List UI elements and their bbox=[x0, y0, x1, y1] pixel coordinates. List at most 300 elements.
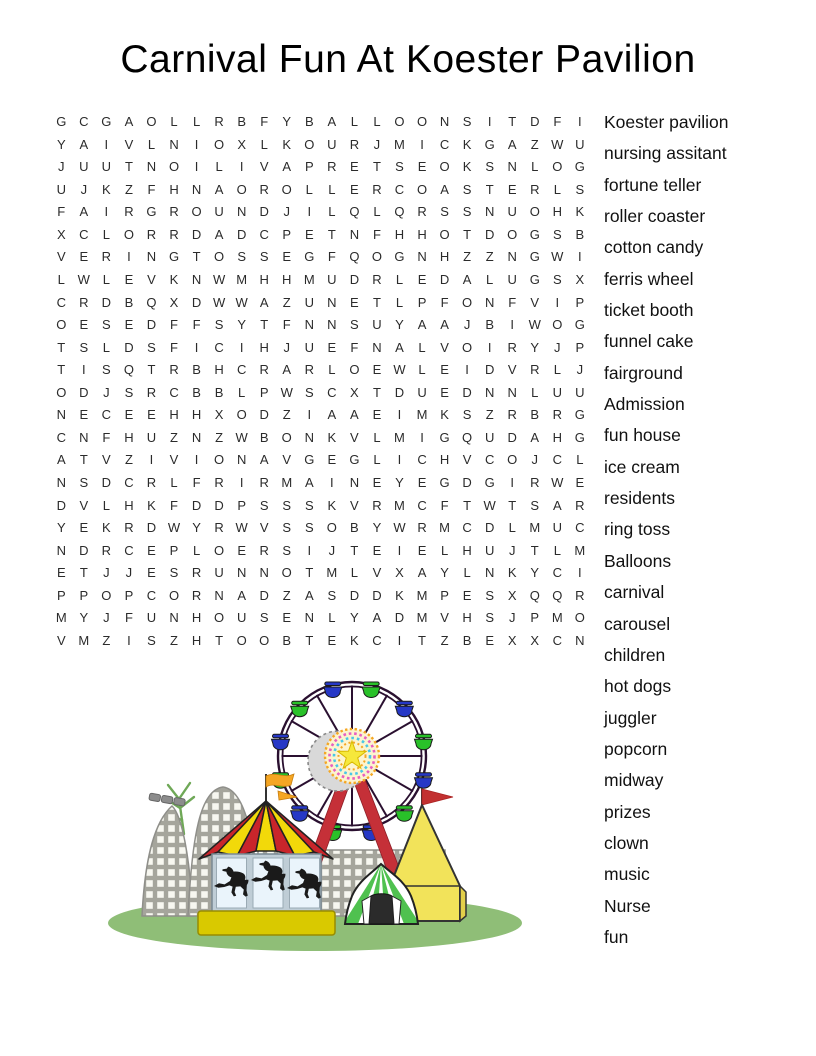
grid-letter: I bbox=[397, 452, 402, 468]
grid-row bbox=[50, 495, 591, 518]
grid-letter: N bbox=[507, 159, 517, 175]
grid-letter: D bbox=[484, 226, 495, 242]
grid-letter: L bbox=[418, 362, 426, 378]
grid-letter: G bbox=[304, 452, 315, 468]
grid-letter: Y bbox=[56, 520, 66, 536]
grid-letter: L bbox=[170, 114, 178, 129]
grid-letter: E bbox=[372, 475, 382, 490]
grid-letter: L bbox=[553, 362, 561, 378]
grid-letter: U bbox=[304, 339, 314, 355]
grid-letter: N bbox=[507, 384, 517, 400]
grid-letter: A bbox=[417, 565, 427, 581]
grid-letter: G bbox=[439, 475, 450, 490]
grid-letter: O bbox=[214, 542, 225, 558]
grid-letter: C bbox=[259, 226, 269, 242]
grid-letter: R bbox=[169, 204, 179, 220]
grid-letter: D bbox=[79, 384, 89, 400]
grid-letter: N bbox=[214, 587, 224, 603]
grid-letter: R bbox=[191, 565, 202, 581]
grid-letter: T bbox=[327, 226, 336, 242]
word-list-item: ferris wheel bbox=[604, 268, 694, 289]
grid-letter: I bbox=[510, 317, 515, 333]
grid-letter: L bbox=[508, 520, 516, 536]
grid-letter: D bbox=[146, 520, 157, 536]
grid-letter: G bbox=[529, 226, 540, 242]
grid-letter: E bbox=[147, 565, 156, 581]
grid-letter: K bbox=[169, 271, 179, 287]
grid-letter: Q bbox=[394, 204, 405, 220]
grid-letter: O bbox=[349, 362, 360, 378]
grid-letter: R bbox=[304, 362, 314, 378]
grid-letter: I bbox=[194, 339, 199, 355]
grid-row bbox=[50, 449, 591, 472]
grid-letter: U bbox=[236, 610, 247, 626]
grid-letter: R bbox=[349, 136, 360, 152]
grid-letter: Y bbox=[56, 136, 66, 152]
grid-letter: Y bbox=[237, 317, 246, 333]
grid-letter: S bbox=[259, 610, 269, 626]
grid-letter: E bbox=[440, 384, 449, 400]
grid-letter: L bbox=[57, 271, 65, 287]
grid-letter: H bbox=[417, 226, 427, 242]
grid-letter: X bbox=[237, 136, 246, 152]
grid-letter: F bbox=[508, 294, 517, 310]
grid-letter: R bbox=[327, 159, 337, 175]
grid-letter: S bbox=[575, 181, 585, 197]
grid-letter: F bbox=[102, 429, 111, 445]
grid-letter: I bbox=[397, 407, 402, 423]
grid-letter: A bbox=[350, 407, 359, 423]
grid-letter: A bbox=[282, 362, 292, 378]
grid-row bbox=[50, 607, 591, 630]
grid-letter: E bbox=[485, 632, 494, 648]
grid-letter: Z bbox=[102, 632, 111, 648]
grid-row bbox=[50, 562, 591, 585]
grid-letter: I bbox=[194, 159, 199, 175]
grid-letter: T bbox=[530, 542, 539, 558]
grid-letter: D bbox=[349, 271, 360, 287]
grid-letter: E bbox=[350, 159, 359, 175]
grid-letter: Y bbox=[350, 610, 359, 626]
grid-letter: D bbox=[530, 114, 540, 129]
grid-letter: M bbox=[326, 565, 338, 581]
grid-letter: O bbox=[214, 136, 225, 152]
grid-letter: W bbox=[235, 429, 248, 445]
grid-letter: I bbox=[330, 475, 334, 490]
grid-letter: P bbox=[79, 587, 89, 603]
grid-letter: H bbox=[552, 204, 562, 220]
grid-letter: R bbox=[530, 181, 540, 197]
grid-letter: L bbox=[170, 475, 178, 490]
grid-letter: R bbox=[507, 407, 517, 423]
grid-letter: L bbox=[531, 384, 539, 400]
grid-letter: N bbox=[146, 159, 157, 175]
grid-letter: O bbox=[214, 610, 225, 626]
grid-letter: L bbox=[373, 204, 381, 220]
grid-letter: U bbox=[372, 317, 382, 333]
grid-letter: M bbox=[529, 520, 541, 536]
grid-letter: L bbox=[102, 226, 110, 242]
grid-letter: P bbox=[282, 226, 292, 242]
grid-letter: S bbox=[485, 610, 494, 626]
grid-letter: N bbox=[439, 114, 450, 129]
grid-letter: I bbox=[307, 407, 312, 423]
grid-letter: N bbox=[349, 226, 360, 242]
grid-letter: O bbox=[507, 452, 518, 468]
grid-letter: L bbox=[440, 542, 449, 558]
grid-letter: S bbox=[552, 271, 562, 287]
grid-letter: P bbox=[169, 542, 179, 558]
grid-letter: I bbox=[127, 632, 131, 648]
grid-row bbox=[50, 427, 591, 450]
grid-letter: F bbox=[372, 226, 381, 242]
grid-letter: M bbox=[303, 271, 315, 287]
grid-letter: A bbox=[79, 204, 89, 220]
word-list-item: funnel cake bbox=[604, 331, 694, 352]
grid-letter: O bbox=[236, 632, 247, 648]
grid-letter: C bbox=[146, 587, 157, 603]
grid-letter: Z bbox=[282, 294, 291, 310]
word-list-item: fun house bbox=[604, 425, 681, 446]
grid-letter: J bbox=[328, 542, 336, 558]
grid-letter: C bbox=[124, 542, 134, 558]
grid-letter: S bbox=[440, 204, 449, 220]
grid-letter: F bbox=[192, 317, 201, 333]
grid-letter: R bbox=[259, 362, 269, 378]
grid-letter: W bbox=[483, 497, 496, 513]
grid-letter: S bbox=[327, 587, 337, 603]
grid-letter: G bbox=[168, 249, 180, 265]
grid-letter: S bbox=[304, 520, 314, 536]
grid-letter: M bbox=[551, 610, 563, 626]
grid-letter: V bbox=[259, 159, 269, 175]
grid-letter: V bbox=[56, 632, 66, 648]
tent-flag-icon bbox=[422, 789, 453, 805]
word-list bbox=[604, 107, 729, 953]
grid-letter: G bbox=[574, 317, 585, 333]
grid-letter: O bbox=[574, 610, 585, 626]
grid-letter: W bbox=[77, 271, 90, 287]
grid-letter: B bbox=[192, 362, 201, 378]
grid-letter: M bbox=[236, 271, 248, 287]
grid-letter: N bbox=[236, 452, 247, 468]
grid-letter: D bbox=[439, 271, 450, 287]
grid-letter: T bbox=[192, 249, 201, 265]
grid-letter: L bbox=[373, 429, 381, 445]
grid-letter: F bbox=[282, 317, 291, 333]
gondola-icon bbox=[415, 773, 433, 789]
grid-letter: H bbox=[462, 542, 472, 558]
tent-door bbox=[369, 894, 394, 924]
grid-letter: A bbox=[417, 317, 427, 333]
grid-letter: S bbox=[350, 317, 359, 333]
grid-letter: J bbox=[531, 452, 538, 468]
word-list-item: cotton candy bbox=[604, 237, 704, 258]
grid-letter: D bbox=[462, 475, 472, 490]
grid-letter: L bbox=[553, 542, 561, 558]
page-title: Carnival Fun At Koester Pavilion bbox=[120, 38, 696, 81]
grid-letter: F bbox=[260, 114, 269, 129]
grid-letter: C bbox=[394, 181, 405, 197]
word-list-item: Nurse bbox=[604, 895, 651, 916]
grid-letter: T bbox=[260, 317, 269, 333]
grid-row bbox=[50, 269, 591, 292]
grid-letter: Q bbox=[123, 362, 134, 378]
grid-letter: N bbox=[146, 249, 157, 265]
grid-letter: U bbox=[214, 565, 224, 581]
grid-letter: D bbox=[484, 362, 495, 378]
grid-letter: G bbox=[529, 249, 540, 265]
grid-letter: O bbox=[462, 339, 473, 355]
grid-letter: W bbox=[551, 249, 564, 265]
grid-letter: L bbox=[531, 159, 539, 175]
grid-letter: C bbox=[417, 497, 427, 513]
grid-letter: K bbox=[575, 204, 585, 220]
grid-letter: W bbox=[528, 317, 541, 333]
grid-letter: V bbox=[79, 497, 89, 513]
grid-letter: O bbox=[371, 249, 382, 265]
word-list-item: ice cream bbox=[604, 456, 680, 477]
grid-letter: O bbox=[101, 587, 112, 603]
grid-row bbox=[50, 404, 591, 427]
grid-letter: T bbox=[418, 632, 426, 648]
grid-letter: N bbox=[169, 136, 179, 152]
grid-letter: C bbox=[79, 226, 89, 242]
grid-letter: E bbox=[372, 362, 382, 378]
grid-letter: R bbox=[101, 249, 112, 265]
grid-letter: L bbox=[238, 384, 246, 400]
grid-letter: E bbox=[372, 407, 382, 423]
grid-letter: Z bbox=[282, 407, 291, 423]
grid-letter: B bbox=[485, 317, 494, 333]
grid-letter: I bbox=[104, 136, 109, 152]
grid-letter: Z bbox=[282, 587, 291, 603]
grid-letter: V bbox=[147, 271, 156, 287]
grid-letter: E bbox=[282, 249, 292, 265]
grid-letter: E bbox=[79, 317, 89, 333]
grid-letter: Z bbox=[440, 632, 449, 648]
grid-letter: F bbox=[440, 497, 449, 513]
grid-letter: U bbox=[101, 159, 112, 175]
grid-letter: G bbox=[146, 204, 157, 220]
grid-letter: L bbox=[350, 114, 358, 129]
grid-letter: R bbox=[124, 520, 134, 536]
grid-letter: V bbox=[507, 362, 517, 378]
grid-letter: J bbox=[103, 384, 110, 400]
grid-letter: E bbox=[147, 407, 156, 423]
grid-letter: Z bbox=[170, 632, 178, 648]
grid-letter: J bbox=[508, 610, 516, 626]
grid-letter: D bbox=[191, 226, 202, 242]
grid-letter: U bbox=[417, 384, 427, 400]
grid-letter: I bbox=[420, 136, 424, 152]
grid-letter: L bbox=[192, 542, 201, 558]
grid-letter: T bbox=[57, 339, 66, 355]
grid-letter: U bbox=[327, 271, 337, 287]
grid-letter: L bbox=[328, 362, 336, 378]
grid-letter: J bbox=[125, 565, 133, 581]
grid-letter: T bbox=[350, 542, 359, 558]
grid-letter: M bbox=[416, 610, 428, 626]
grid-letter: X bbox=[575, 271, 585, 287]
grid-letter: C bbox=[417, 452, 427, 468]
grid-letter: S bbox=[282, 497, 292, 513]
grid-letter: C bbox=[169, 384, 179, 400]
grid-letter: M bbox=[394, 136, 405, 152]
grid-letter: E bbox=[237, 542, 246, 558]
grid-letter: J bbox=[554, 339, 561, 355]
grid-letter: N bbox=[484, 294, 495, 310]
word-list-item: hot dogs bbox=[604, 676, 672, 697]
grid-row bbox=[50, 314, 591, 337]
grid-letter: I bbox=[194, 452, 199, 468]
grid-letter: R bbox=[259, 475, 269, 490]
grid-letter: X bbox=[56, 226, 66, 242]
grid-letter: T bbox=[463, 497, 472, 513]
grid-letter: M bbox=[439, 520, 450, 536]
grid-letter: L bbox=[373, 114, 381, 129]
grid-letter: T bbox=[57, 362, 66, 378]
word-list-item: midway bbox=[604, 770, 664, 791]
grid-letter: C bbox=[552, 565, 562, 581]
grid-letter: V bbox=[124, 136, 134, 152]
grid-letter: O bbox=[214, 249, 225, 265]
grid-letter: U bbox=[304, 294, 314, 310]
grid-letter: H bbox=[259, 339, 269, 355]
grid-letter: T bbox=[372, 294, 381, 310]
grid-letter: J bbox=[463, 317, 471, 333]
grid-letter: Z bbox=[485, 249, 494, 265]
word-list-item: popcorn bbox=[604, 738, 668, 759]
grid-letter: L bbox=[576, 452, 584, 468]
grid-letter: G bbox=[56, 114, 67, 129]
grid-letter: Z bbox=[124, 181, 133, 197]
grid-letter: O bbox=[168, 587, 180, 603]
grid-letter: F bbox=[147, 181, 156, 197]
grid-letter: B bbox=[192, 384, 201, 400]
grid-letter: M bbox=[55, 610, 67, 626]
grid-letter: T bbox=[508, 497, 517, 513]
grid-row bbox=[50, 111, 591, 134]
grid-letter: B bbox=[259, 429, 269, 445]
grid-letter: N bbox=[56, 542, 66, 558]
grid-letter: S bbox=[304, 497, 314, 513]
grid-letter: O bbox=[529, 204, 540, 220]
grid-letter: O bbox=[236, 181, 247, 197]
grid-letter: C bbox=[484, 452, 495, 468]
grid-letter: U bbox=[327, 136, 337, 152]
grid-letter: D bbox=[259, 204, 269, 220]
grid-letter: R bbox=[146, 384, 157, 400]
grid-row bbox=[50, 359, 591, 382]
grid-letter: A bbox=[79, 136, 89, 152]
grid-letter: R bbox=[372, 497, 382, 513]
grid-letter: H bbox=[282, 271, 292, 287]
grid-letter: C bbox=[56, 429, 66, 445]
grid-letter: C bbox=[327, 384, 337, 400]
grid-letter: F bbox=[170, 339, 178, 355]
grid-letter: A bbox=[372, 610, 382, 626]
grid-letter: I bbox=[149, 452, 154, 468]
grid-letter: Z bbox=[215, 429, 224, 445]
grid-letter: O bbox=[146, 114, 157, 129]
grid-letter: D bbox=[259, 407, 269, 423]
grid-letter: R bbox=[530, 475, 540, 490]
grid-letter: E bbox=[304, 226, 314, 242]
grid-letter: X bbox=[530, 632, 540, 648]
grid-letter: N bbox=[191, 181, 202, 197]
grid-letter: I bbox=[239, 339, 244, 355]
grid-letter: F bbox=[440, 294, 449, 310]
grid-letter: T bbox=[79, 452, 88, 468]
grid-letter: R bbox=[214, 114, 224, 129]
grid-row bbox=[50, 585, 591, 608]
grid-letter: M bbox=[394, 497, 405, 513]
grid-letter: N bbox=[349, 475, 360, 490]
grid-letter: B bbox=[462, 632, 472, 648]
grid-letter: T bbox=[305, 565, 314, 581]
grid-row bbox=[50, 224, 591, 247]
grid-letter: E bbox=[350, 181, 359, 197]
grid-letter: N bbox=[169, 610, 179, 626]
grid-letter: F bbox=[124, 610, 133, 626]
grid-letter: S bbox=[485, 159, 494, 175]
grid-letter: S bbox=[485, 587, 494, 603]
grid-letter: B bbox=[575, 226, 585, 242]
grid-letter: K bbox=[102, 181, 111, 197]
grid-letter: Y bbox=[372, 520, 382, 536]
grid-letter: N bbox=[56, 407, 66, 423]
grid-letter: Q bbox=[462, 429, 473, 445]
grid-letter: A bbox=[552, 497, 562, 513]
grid-letter: L bbox=[328, 204, 336, 220]
grid-letter: J bbox=[576, 362, 584, 378]
grid-letter: O bbox=[462, 294, 473, 310]
grid-letter: K bbox=[395, 587, 404, 603]
grid-letter: B bbox=[304, 114, 314, 129]
grid-letter: T bbox=[508, 114, 517, 129]
grid-letter: O bbox=[439, 226, 450, 242]
grid-letter: D bbox=[236, 226, 247, 242]
grid-letter: E bbox=[440, 362, 449, 378]
grid-letter: N bbox=[79, 429, 89, 445]
grid-letter: T bbox=[463, 226, 472, 242]
grid-letter: X bbox=[395, 565, 404, 581]
grid-letter: E bbox=[147, 542, 156, 558]
grid-letter: K bbox=[440, 407, 449, 423]
word-list-item: children bbox=[604, 644, 666, 665]
grid-letter: P bbox=[56, 587, 66, 603]
grid-row bbox=[50, 472, 591, 495]
grid-letter: V bbox=[259, 520, 269, 536]
grid-letter: I bbox=[578, 249, 582, 265]
gondola-icon bbox=[291, 701, 309, 717]
grid-letter: P bbox=[237, 497, 246, 513]
grid-letter: S bbox=[79, 339, 89, 355]
word-list-item: music bbox=[604, 864, 650, 885]
grid-letter: E bbox=[79, 520, 89, 536]
grid-row bbox=[50, 382, 591, 405]
grid-letter: A bbox=[440, 181, 449, 197]
grid-letter: I bbox=[239, 475, 244, 490]
grid-letter: N bbox=[507, 249, 517, 265]
grid-letter: W bbox=[212, 294, 226, 310]
grid-letter: R bbox=[79, 294, 89, 310]
word-list-item: ring toss bbox=[604, 519, 671, 540]
grid-letter: L bbox=[102, 271, 110, 287]
gondola-icon bbox=[362, 682, 380, 698]
grid-letter: A bbox=[214, 181, 224, 197]
